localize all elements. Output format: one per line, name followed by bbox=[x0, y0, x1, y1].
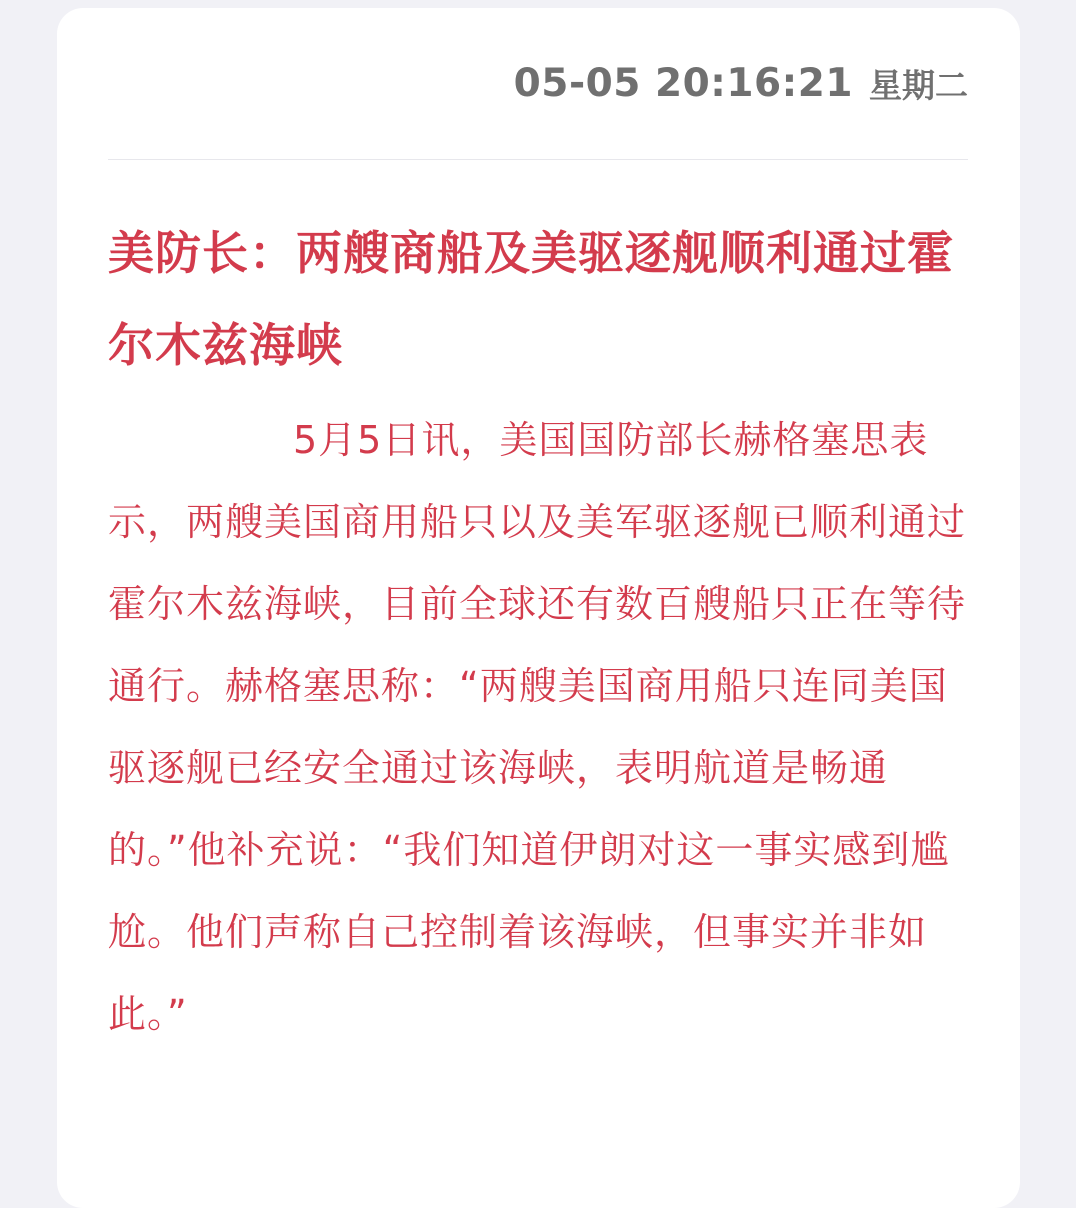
timestamp-row bbox=[108, 8, 968, 159]
timestamp-weekday: 星期二 bbox=[869, 66, 968, 105]
article-body: 5月5日讯，美国国防部长赫格塞思表示，两艘美国商用船只以及美军驱逐舰已顺利通过霍尔木兹海峡，目前全球还有数百艘船只正在等待通行。赫格塞思称：“两艘美国商用船只连同美国驱逐舰已经安全通过该海峡，表明航道是畅通的。”他补充说：“我们知道伊朗对这一事实感到尴尬。他们声称自己控制着该海峡，但事实并非如此。” bbox=[108, 418, 967, 1036]
article-title: 美防长：两艘商船及美驱逐舰顺利通过霍尔木兹海峡 bbox=[108, 226, 954, 372]
divider bbox=[108, 159, 968, 160]
news-card bbox=[57, 8, 1020, 1208]
timestamp-time: 05-05 20:16:21 bbox=[513, 61, 853, 106]
